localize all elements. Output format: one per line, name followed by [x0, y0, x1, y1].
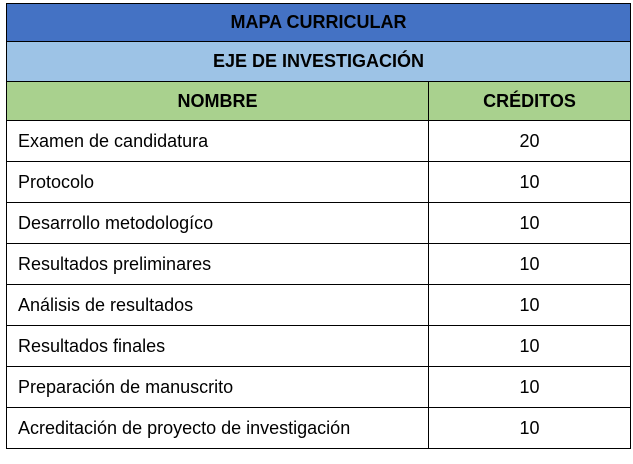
row-credits-cell: 10 [429, 203, 631, 244]
row-name-cell: Análisis de resultados [7, 285, 429, 326]
table-row [7, 162, 631, 203]
row-name-cell: Protocolo [7, 162, 429, 203]
row-credits-cell: 10 [429, 408, 631, 449]
row-name-cell: Resultados finales [7, 326, 429, 367]
curricular-map-table-container [6, 3, 630, 449]
row-name-cell: Examen de candidatura [7, 121, 429, 162]
table-body [7, 4, 631, 449]
table-row [7, 367, 631, 408]
table-row [7, 121, 631, 162]
subtitle-row [7, 42, 631, 82]
table-row [7, 326, 631, 367]
row-credits-cell: 10 [429, 162, 631, 203]
row-name-cell: Acreditación de proyecto de investigación [7, 408, 429, 449]
row-credits-cell: 10 [429, 244, 631, 285]
row-credits-cell: 10 [429, 285, 631, 326]
row-name-cell: Resultados preliminares [7, 244, 429, 285]
row-credits-cell: 20 [429, 121, 631, 162]
table-title: MAPA CURRICULAR [7, 4, 631, 42]
table-row [7, 285, 631, 326]
row-credits-cell: 10 [429, 367, 631, 408]
row-name-cell: Preparación de manuscrito [7, 367, 429, 408]
column-header-name: NOMBRE [7, 82, 429, 121]
table-row [7, 203, 631, 244]
table-row [7, 408, 631, 449]
title-row [7, 4, 631, 42]
curricular-map-table [6, 3, 631, 449]
row-credits-cell: 10 [429, 326, 631, 367]
table-subtitle: EJE DE INVESTIGACIÓN [7, 42, 631, 82]
column-header-row [7, 82, 631, 121]
column-header-credits: CRÉDITOS [429, 82, 631, 121]
row-name-cell: Desarrollo metodologíco [7, 203, 429, 244]
table-row [7, 244, 631, 285]
